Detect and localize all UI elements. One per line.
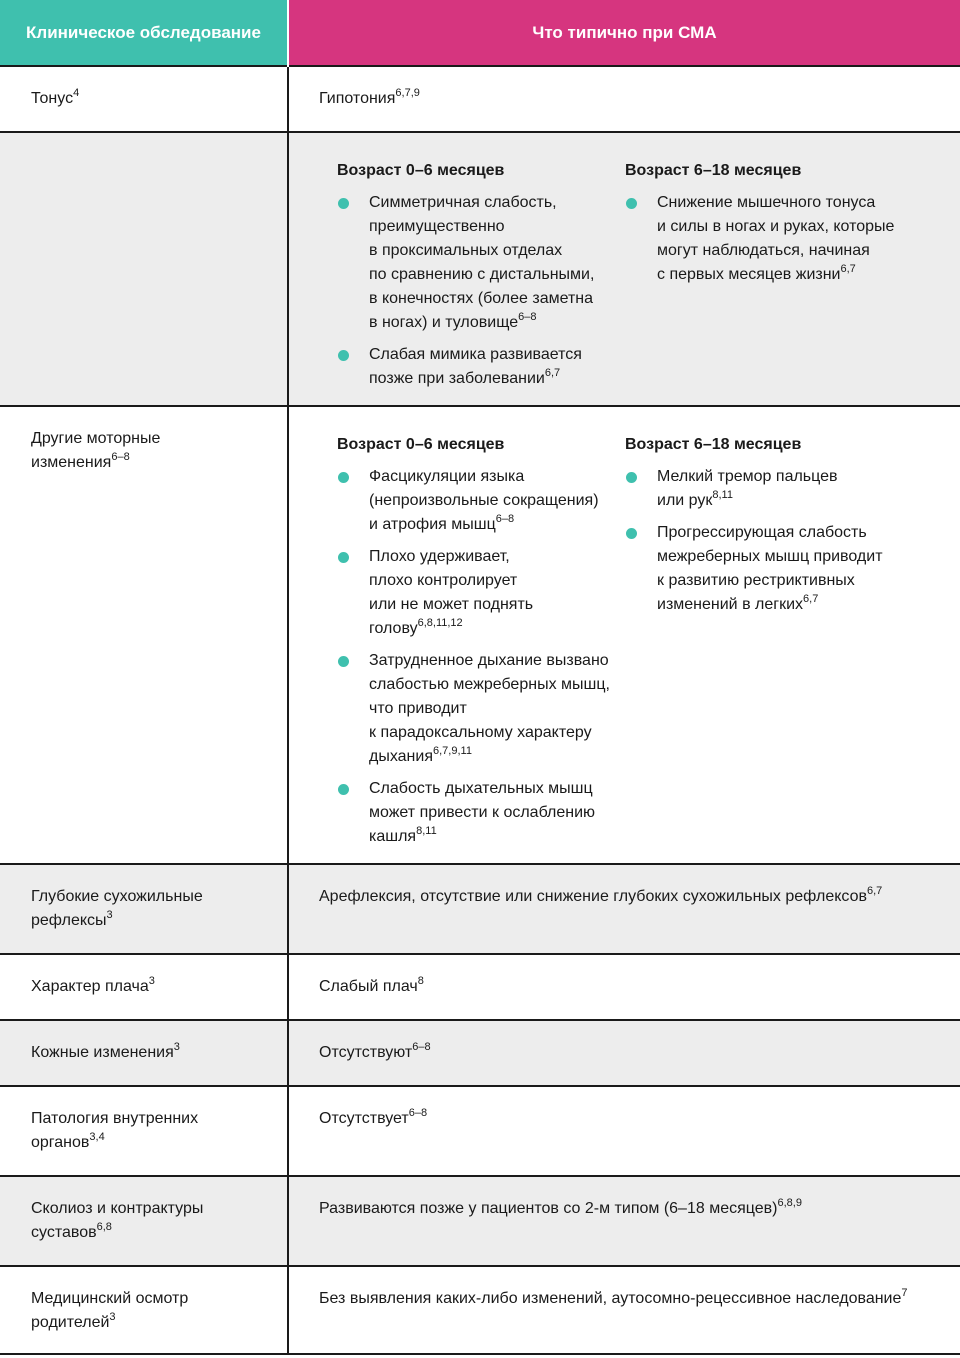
- table-row: [0, 1020, 960, 1086]
- row-label-motor: [0, 406, 288, 864]
- reference-sup: 8,11: [712, 488, 733, 501]
- table-row: [0, 1266, 960, 1354]
- label-text: Кожные изменения: [31, 1044, 174, 1061]
- value-text: Отсутствует: [319, 1110, 409, 1127]
- value-text: Развиваются позже у пациентов со 2-м типом (6–18 месяцев): [319, 1200, 778, 1217]
- label-text: Тонус: [31, 90, 74, 107]
- table-row: [0, 66, 960, 132]
- row-value-scoliosis: [288, 1176, 960, 1266]
- teal-bullet-icon: [338, 656, 349, 667]
- list-item: [625, 191, 925, 287]
- table-row: [0, 1086, 960, 1176]
- row-value-organs: [288, 1086, 960, 1176]
- value-text: Отсутствуют: [319, 1044, 413, 1061]
- age-group-0-6: [337, 433, 625, 857]
- row-value-parents: [288, 1266, 960, 1354]
- item-text: Фасцикуляции языка (непроизвольные сокращения) и атрофия мышц: [369, 468, 599, 533]
- reference-sup: 8,11: [416, 824, 437, 837]
- teal-bullet-icon: [338, 552, 349, 563]
- row-value-reflexes: [288, 864, 960, 954]
- row-value-tonus: [288, 66, 960, 132]
- reference-sup: 3: [173, 1040, 180, 1053]
- row-label-scoliosis: [0, 1176, 288, 1266]
- reference-sup: 4: [73, 86, 80, 99]
- reference-sup: 6,7: [840, 262, 856, 275]
- row-label-cry: [0, 954, 288, 1020]
- age-group-6-18: [625, 159, 925, 399]
- teal-bullet-icon: [626, 472, 637, 483]
- reference-sup: 3: [148, 974, 155, 987]
- list-item: [337, 465, 625, 537]
- teal-bullet-icon: [626, 528, 637, 539]
- row-label-skin: [0, 1020, 288, 1086]
- reference-sup: 6,7: [803, 592, 819, 605]
- list-item: [625, 465, 925, 513]
- reference-sup: 3: [106, 908, 113, 921]
- header-clinical-exam: Клиническое обследование: [0, 0, 288, 66]
- age-group-title: Возраст 0–6 месяцев: [337, 436, 505, 453]
- teal-bullet-icon: [338, 350, 349, 361]
- teal-bullet-icon: [338, 472, 349, 483]
- reference-sup: 6,8,9: [777, 1196, 802, 1209]
- label-text: Другие моторные изменения: [31, 430, 161, 471]
- table-row: [0, 1176, 960, 1266]
- teal-bullet-icon: [338, 198, 349, 209]
- age-group-title: Возраст 6–18 месяцев: [625, 436, 802, 453]
- reference-sup: 6,7: [544, 366, 561, 379]
- list-item: [337, 649, 625, 769]
- row-value-cry: [288, 954, 960, 1020]
- reference-sup: 6–8: [111, 450, 130, 463]
- value-text: Слабый плач: [319, 978, 418, 995]
- table-row: [0, 406, 960, 864]
- row-value-weakness: [288, 132, 960, 406]
- row-label-reflexes: [0, 864, 288, 954]
- row-label-weakness: [0, 132, 288, 406]
- bullet-list: [625, 191, 925, 287]
- reference-sup: 3: [109, 1310, 116, 1323]
- item-text: Симметричная слабость, преимущественно в проксимальных отделах по сравнению с дистальными, в конечностях (более заметна в ногах) и туловище: [369, 194, 595, 331]
- age-group-6-18: [625, 433, 925, 857]
- label-text: Сколиоз и контрактуры суставов: [31, 1200, 204, 1241]
- reference-sup: 6,8: [96, 1220, 112, 1233]
- value-text: Арефлексия, отсутствие или снижение глубоких сухожильных рефлексов: [319, 888, 867, 905]
- reference-sup: 6–8: [518, 310, 537, 323]
- reference-sup: 8: [417, 974, 424, 987]
- item-text: Слабая мимика развивается позже при заболевании: [369, 346, 582, 387]
- table-row: [0, 954, 960, 1020]
- table-row: [0, 864, 960, 954]
- list-item: [337, 191, 625, 335]
- reference-sup: 6,7,9: [395, 86, 420, 99]
- item-text: Мелкий тремор пальцев или рук: [657, 468, 838, 509]
- item-text: Прогрессирующая слабость межреберных мышц приводит к развитию рестриктивных изменений в легких: [657, 524, 883, 613]
- row-label-organs: [0, 1086, 288, 1176]
- reference-sup: 6–8: [412, 1040, 431, 1053]
- bullet-list: [337, 465, 625, 849]
- bullet-list: [625, 465, 925, 617]
- label-text: Патология внутренних органов: [31, 1110, 199, 1151]
- table-row: [0, 132, 960, 406]
- list-item: [337, 777, 625, 849]
- table-header: [0, 0, 960, 66]
- item-text: Снижение мышечного тонуса и силы в ногах и руках, которые могут наблюдаться, начиная с первых месяцев жизни: [657, 194, 895, 283]
- reference-sup: 6,7: [866, 884, 883, 897]
- reference-sup: 6,7,9,11: [433, 744, 472, 757]
- reference-sup: 6,8,11,12: [417, 616, 463, 629]
- teal-bullet-icon: [626, 198, 637, 209]
- row-value-motor: [288, 406, 960, 864]
- label-text: Медицинский осмотр родителей: [31, 1290, 189, 1331]
- item-text: Слабость дыхательных мышц может привести к ослаблению кашля: [369, 780, 596, 845]
- age-group-title: Возраст 0–6 месяцев: [337, 162, 505, 179]
- value-text: Без выявления каких-либо изменений, аутосомно-рецессивное наследование: [319, 1290, 902, 1307]
- row-value-skin: [288, 1020, 960, 1086]
- age-group-0-6: [337, 159, 625, 399]
- value-text: Гипотония: [319, 90, 396, 107]
- item-text: Плохо удерживает, плохо контролирует или не может поднять голову: [369, 548, 534, 637]
- reference-sup: 6–8: [495, 512, 515, 525]
- row-label-parents: [0, 1266, 288, 1354]
- bullet-list: [337, 191, 625, 391]
- reference-sup: 3,4: [89, 1130, 105, 1143]
- label-text: Глубокие сухожильные рефлексы: [31, 888, 203, 929]
- item-text: Затрудненное дыхание вызвано слабостью межреберных мышц, что приводит к парадоксальному характеру дыхания: [369, 652, 610, 765]
- age-group-title: Возраст 6–18 месяцев: [625, 162, 802, 179]
- label-text: Характер плача: [31, 978, 149, 995]
- header-typical-sma: Что типично при СМА: [288, 0, 960, 66]
- list-item: [337, 343, 625, 391]
- reference-sup: 7: [901, 1286, 908, 1299]
- row-label-tonus: [0, 66, 288, 132]
- list-item: [337, 545, 625, 641]
- list-item: [625, 521, 925, 617]
- reference-sup: 6–8: [408, 1106, 428, 1119]
- teal-bullet-icon: [338, 784, 349, 795]
